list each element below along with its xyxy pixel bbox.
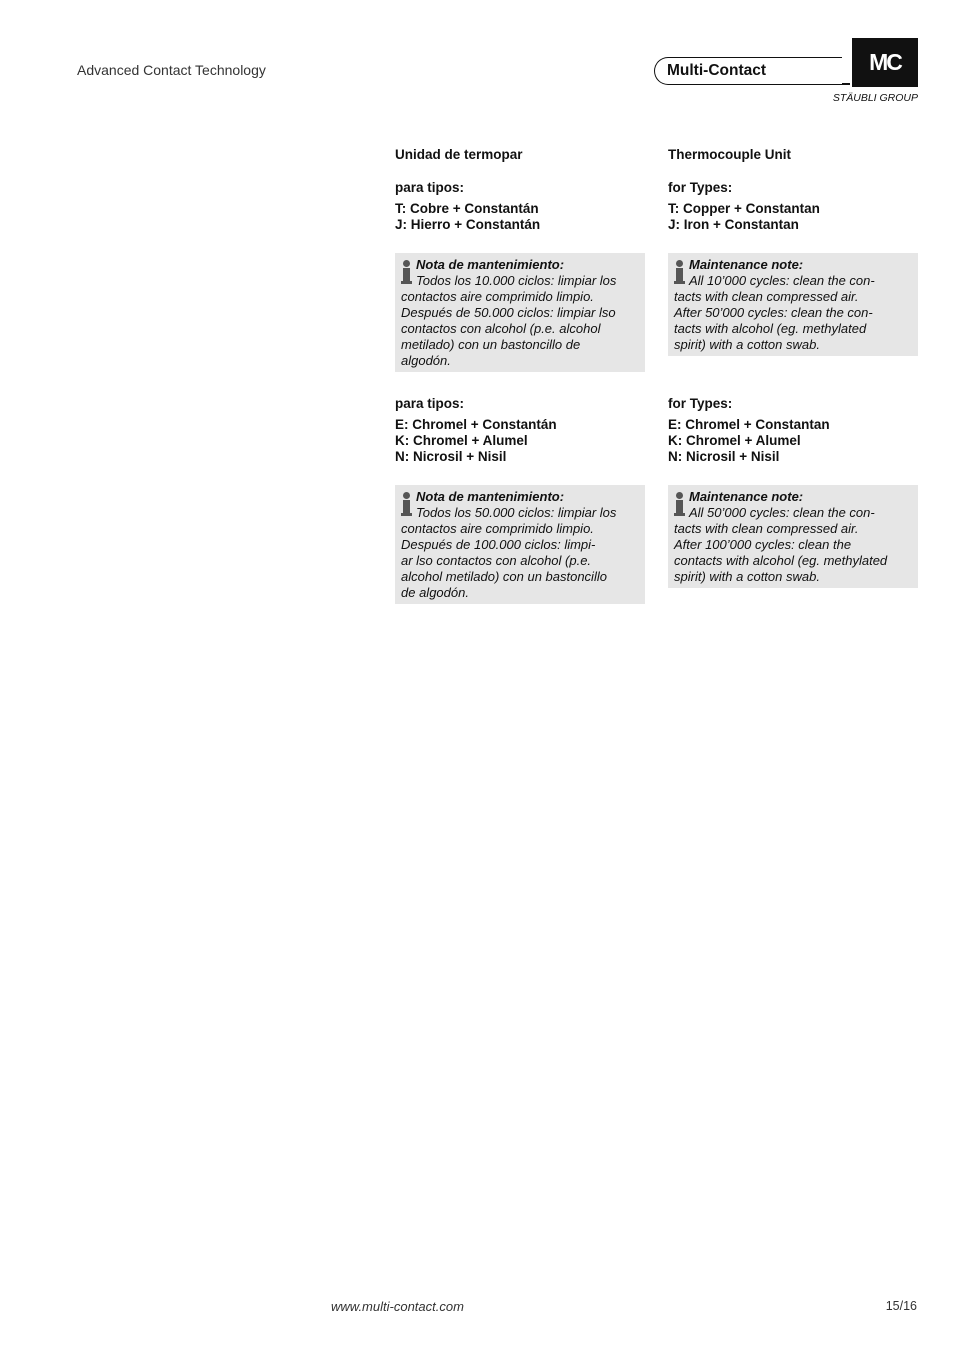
maintenance-note xyxy=(668,485,918,588)
brand-logo-block xyxy=(654,38,918,108)
note-line: Todos los 10.000 ciclos: limpiar los xyxy=(416,273,617,288)
brand-underline xyxy=(842,83,850,85)
english-column xyxy=(668,147,918,612)
column-heading: Unidad de termopar xyxy=(395,147,523,162)
note-line: contactos con alcohol (p.e. alcohol xyxy=(401,321,601,336)
header-tagline: Advanced Contact Technology xyxy=(77,62,266,78)
note-line: Todos los 50.000 ciclos: limpiar los xyxy=(416,505,617,520)
type-item: K: Chromel + Alumel xyxy=(668,433,801,448)
mc-logo xyxy=(852,38,918,87)
type-item: T: Cobre + Constantán xyxy=(395,201,539,216)
maintenance-note xyxy=(395,485,645,604)
type-item: K: Chromel + Alumel xyxy=(395,433,528,448)
types-list xyxy=(668,417,918,465)
note-line: After 50’000 cycles: clean the con- xyxy=(674,305,873,320)
note-line: ar lso contactos con alcohol (p.e. xyxy=(401,553,592,568)
note-line: contactos aire comprimido limpio. xyxy=(401,289,594,304)
note-line: All 10’000 cycles: clean the con- xyxy=(689,273,875,288)
maintenance-note xyxy=(668,253,918,356)
type-item: N: Nicrosil + Nisil xyxy=(395,449,507,464)
info-icon xyxy=(674,257,685,277)
note-title: Nota de mantenimiento: xyxy=(416,489,565,504)
note-line: Después de 50.000 ciclos: limpiar lso xyxy=(401,305,616,320)
brand-name: Multi-Contact xyxy=(667,62,767,79)
type-item: J: Iron + Constantan xyxy=(668,217,799,232)
note-line: metilado) con un bastoncillo de xyxy=(401,337,581,352)
note-line: tacts with alcohol (eg. methylated xyxy=(674,321,867,336)
note-line: spirit) with a cotton swab. xyxy=(674,337,820,352)
maintenance-note xyxy=(395,253,645,372)
type-item: T: Copper + Constantan xyxy=(668,201,820,216)
note-line: contacts with alcohol (eg. methylated xyxy=(674,553,888,568)
info-icon xyxy=(674,489,685,509)
note-line: tacts with clean compressed air. xyxy=(674,289,859,304)
note-line: spirit) with a cotton swab. xyxy=(674,569,820,584)
type-item: E: Chromel + Constantan xyxy=(668,417,830,432)
type-item: E: Chromel + Constantán xyxy=(395,417,557,432)
page-number: 15/16 xyxy=(885,1299,917,1313)
spanish-column xyxy=(395,147,645,628)
note-line: All 50’000 cycles: clean the con- xyxy=(689,505,875,520)
note-line: Después de 100.000 ciclos: limpi- xyxy=(401,537,596,552)
types-label: para tipos: xyxy=(395,396,465,411)
types-label: for Types: xyxy=(668,396,733,411)
note-title: Maintenance note: xyxy=(689,489,804,504)
type-item: J: Hierro + Constantán xyxy=(395,217,541,232)
types-list xyxy=(395,201,645,233)
mc-logo-text: MC xyxy=(869,49,901,75)
type-item: N: Nicrosil + Nisil xyxy=(668,449,780,464)
note-line: tacts with clean compressed air. xyxy=(674,521,859,536)
column-heading: Thermocouple Unit xyxy=(668,147,792,162)
note-line: contactos aire comprimido limpio. xyxy=(401,521,594,536)
types-list xyxy=(395,417,645,465)
note-line: algodón. xyxy=(401,353,451,368)
footer-website-link[interactable]: www.multi-contact.com xyxy=(331,1299,464,1314)
types-list xyxy=(668,201,918,233)
brand-group-name: STÄUBLI GROUP xyxy=(832,92,918,104)
types-label: for Types: xyxy=(668,180,733,195)
note-title: Maintenance note: xyxy=(689,257,804,272)
note-line: de algodón. xyxy=(401,585,469,600)
note-line: alcohol metilado) con un bastoncillo xyxy=(401,569,607,584)
types-label: para tipos: xyxy=(395,180,465,195)
note-line: After 100’000 cycles: clean the xyxy=(674,537,852,552)
note-title: Nota de mantenimiento: xyxy=(416,257,565,272)
info-icon xyxy=(401,489,412,509)
info-icon xyxy=(401,257,412,277)
